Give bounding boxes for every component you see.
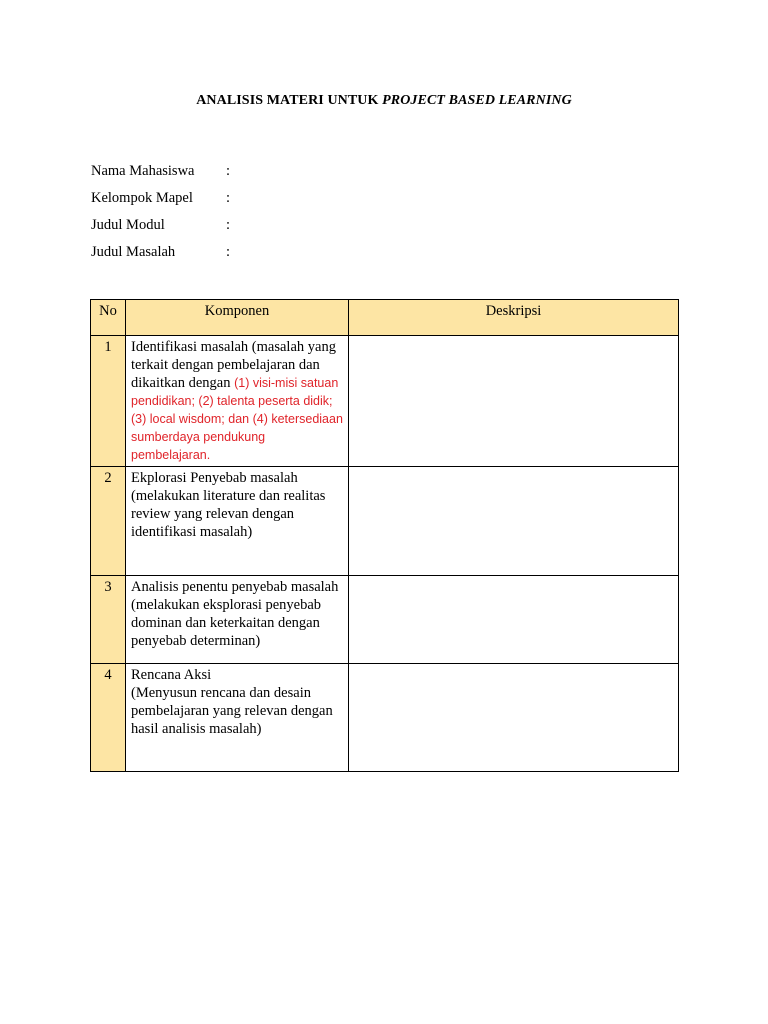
info-colon: : [226,163,231,179]
info-colon: : [226,217,231,233]
row-komponen [126,664,349,772]
info-colon: : [226,190,231,206]
row-deskripsi[interactable] [349,336,679,467]
row-komponen: Analisis penentu penyebab masalah (melakukan eksplorasi penyebab dominan dan keterkaitan dengan penyebab determinan) [126,576,349,664]
table-row [91,467,679,576]
row-number: 3 [91,576,126,664]
table-header-row [91,300,679,336]
row-komponen: Ekplorasi Penyebab masalah (melakukan literature dan realitas review yang relevan dengan identifikasi masalah) [126,467,349,576]
table-row [91,336,679,467]
title-italic-text: PROJECT BASED LEARNING [382,93,572,108]
table-row [91,576,679,664]
komponen-text: (Menyusun rencana dan desain pembelajaran yang relevan dengan hasil analisis masalah) [131,685,333,737]
komponen-text: Identifikasi masalah (masalah yang terkait dengan pembelajaran dan dikaitkan dengan [131,339,336,391]
row-number: 2 [91,467,126,576]
info-label: Judul Masalah [91,244,176,260]
row-komponen [126,336,349,467]
row-number: 4 [91,664,126,772]
header-no: No [91,300,126,336]
title-text: ANALISIS MATERI UNTUK [196,93,383,108]
header-komponen: Komponen [126,300,349,336]
komponen-title: Rencana Aksi [131,667,212,683]
row-number: 1 [91,336,126,467]
komponen-note: (1) visi-misi satuan pendidikan; (2) talenta peserta didik; (3) local wisdom; dan (4) ketersediaan sumberdaya pendukung pembelajaran. [131,376,343,462]
info-label: Nama Mahasiswa [91,163,195,179]
row-deskripsi[interactable] [349,467,679,576]
info-label: Judul Modul [91,217,165,233]
info-label: Kelompok Mapel [91,190,193,206]
header-deskripsi: Deskripsi [349,300,679,336]
info-colon: : [226,244,231,260]
table-row [91,664,679,772]
row-deskripsi[interactable] [349,576,679,664]
document-title [0,93,768,109]
row-deskripsi[interactable] [349,664,679,772]
analysis-table [90,299,679,772]
